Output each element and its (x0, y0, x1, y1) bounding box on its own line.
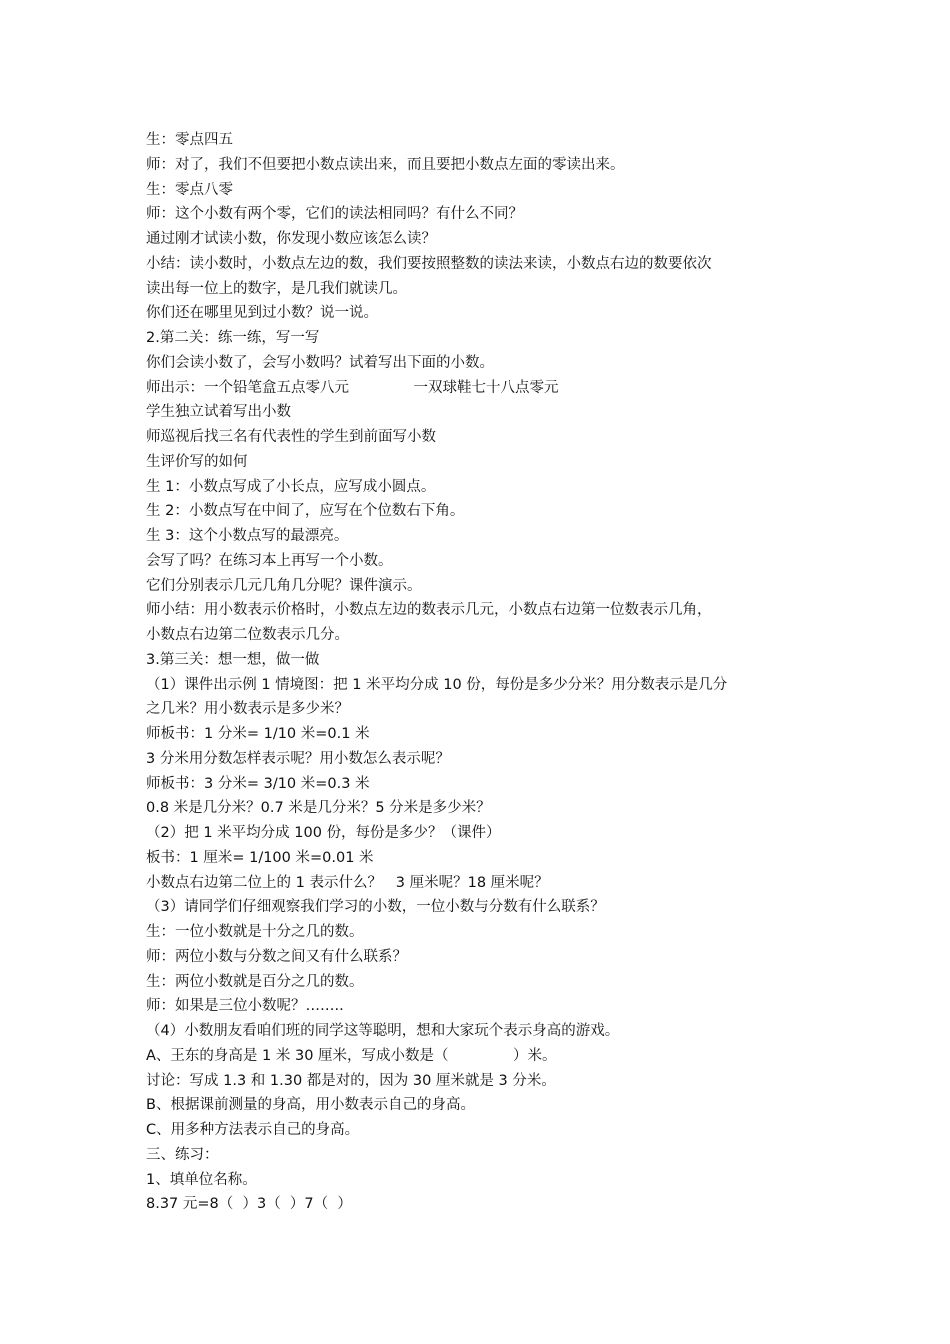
text-line: 会写了吗？在练习本上再写一个小数。 (146, 552, 393, 569)
section-heading: 3.第三关：想一想，做一做 (146, 651, 320, 668)
text-line: 生 2：小数点写在中间了，应写在个位数右下角。 (146, 503, 465, 520)
text-line: 学生独立试着写出小数 (146, 404, 291, 421)
text-line: 它们分别表示几元几角几分呢？课件演示。 (146, 577, 422, 594)
text-line: 师出示：一个铅笔盒五点零八元 一双球鞋七十八点零元 (146, 379, 559, 396)
text-line: 师小结：用小数表示价格时，小数点左边的数表示几元，小数点右边第一位数表示几角， (146, 602, 712, 619)
text-line: B、根据课前测量的身高，用小数表示自己的身高。 (146, 1097, 475, 1114)
text-line: 你们会读小数了，会写小数吗？试着写出下面的小数。 (146, 354, 494, 371)
text-line: 师板书：3 分米= 3/10 米=0.3 米 (146, 775, 370, 792)
text-line: 小结：读小数时，小数点左边的数，我们要按照整数的读法来读，小数点右边的数要依次 (146, 255, 712, 272)
text-line: 小数点右边第二位上的 1 表示什么？ 3 厘米呢？18 厘米呢？ (146, 874, 549, 891)
text-line: 生：一位小数就是十分之几的数。 (146, 924, 364, 940)
text-line: 师巡视后找三名有代表性的学生到前面写小数 (146, 429, 436, 445)
text-line: 生 3：这个小数点写的最漂亮。 (146, 528, 349, 544)
text-line: 生评价写的如何 (146, 453, 248, 470)
text-line: 8.37 元=8（ ）3（ ）7（ ） (146, 1196, 352, 1213)
section-heading: 2.第二关：练一练，写一写 (146, 330, 320, 346)
text-line: 读出每一位上的数字，是几我们就读几。 (146, 280, 407, 297)
text-line: 师：两位小数与分数之间又有什么联系？ (146, 948, 407, 965)
text-line: 小数点右边第二位数表示几分。 (146, 627, 349, 643)
text-line: A、王东的身高是 1 米 30 厘米，写成小数是（ ）米。 (146, 1047, 557, 1064)
text-line: （3）请同学们仔细观察我们学习的小数，一位小数与分数有什么联系？ (146, 899, 605, 916)
text-line: （4）小数朋友看咱们班的同学这等聪明，想和大家玩个表示身高的游戏。 (146, 1023, 620, 1039)
text-line: 板书：1 厘米= 1/100 米=0.01 米 (146, 849, 374, 866)
text-line: 生：两位小数就是百分之几的数。 (146, 973, 364, 990)
text-line: 之几米？用小数表示是多少米？ (146, 701, 349, 718)
text-line: 通过刚才试读小数，你发现小数应该怎么读？ (146, 231, 436, 247)
text-line: 生：零点八零 (146, 181, 233, 198)
section-heading: 三、练习： (146, 1146, 219, 1163)
document-body (146, 128, 826, 1217)
text-line: （1）课件出示例 1 情境图：把 1 米平均分成 10 份，每份是多少分米？用分数表示是几分 (146, 676, 728, 693)
text-line: C、用多种方法表示自己的身高。 (146, 1122, 360, 1138)
text-line: 生：零点四五 (146, 132, 233, 148)
text-line: 讨论：写成 1.3 和 1.30 都是对的，因为 30 厘米就是 3 分米。 (146, 1072, 556, 1089)
text-line: 1、填单位名称。 (146, 1171, 257, 1188)
text-line: 师：这个小数有两个零，它们的读法相同吗？有什么不同？ (146, 206, 523, 223)
text-line: 0.8 米是几分米？0.7 米是几分米？5 分米是多少米？ (146, 800, 491, 817)
text-line: 3 分米用分数怎样表示呢？用小数怎么表示呢？ (146, 750, 450, 767)
text-line: 你们还在哪里见到过小数？说一说。 (146, 305, 378, 322)
text-line: 师板书：1 分米= 1/10 米=0.1 米 (146, 726, 370, 742)
text-line: 师：如果是三位小数呢？…….. (146, 998, 344, 1015)
text-line: 生 1：小数点写成了小长点，应写成小圆点。 (146, 478, 436, 495)
text-line: （2）把 1 米平均分成 100 份，每份是多少？（课件） (146, 825, 501, 841)
text-line: 师：对了，我们不但要把小数点读出来，而且要把小数点左面的零读出来。 (146, 156, 625, 173)
